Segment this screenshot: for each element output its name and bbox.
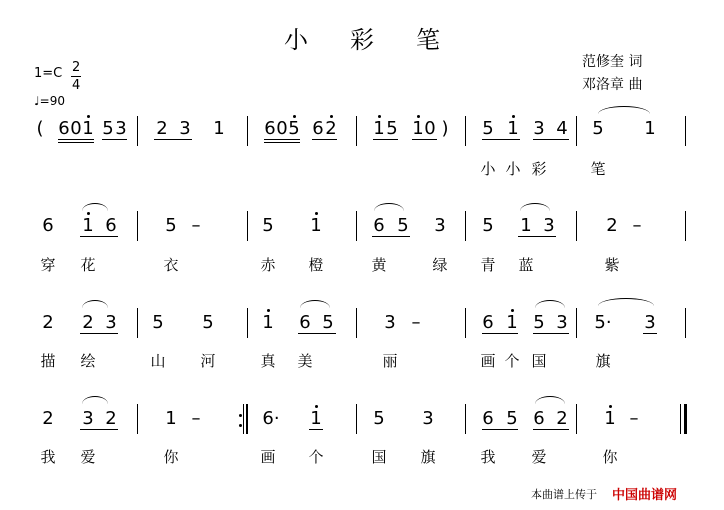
- high-dot: [609, 405, 612, 408]
- repeat-barline: [246, 404, 248, 434]
- note: ): [441, 118, 449, 139]
- tie-arc: [520, 203, 550, 211]
- lyric: 美: [297, 352, 313, 370]
- note: 0: [70, 118, 82, 139]
- underline: [533, 139, 569, 140]
- barline: [247, 308, 248, 338]
- lyric: 国: [371, 448, 387, 466]
- underline: [533, 333, 569, 334]
- barline: [356, 211, 357, 241]
- time-signature-top: 2: [72, 60, 81, 75]
- repeat-dot: [239, 424, 242, 427]
- note: 5: [482, 118, 494, 139]
- tie-arc: [82, 300, 108, 308]
- barline: [465, 116, 466, 146]
- note: 6: [58, 118, 70, 139]
- tie-arc: [535, 300, 565, 308]
- note: 3: [543, 215, 555, 236]
- barline: [685, 116, 686, 146]
- note: 3: [422, 408, 434, 429]
- note: 3: [82, 408, 94, 429]
- tie-arc: [598, 106, 650, 114]
- barline: [465, 308, 466, 338]
- high-dot: [315, 405, 318, 408]
- note: 1: [82, 215, 94, 236]
- note: 1: [165, 408, 177, 429]
- barline: [247, 116, 248, 146]
- note: 3: [644, 312, 656, 333]
- note: 5: [262, 215, 274, 236]
- note: 3: [533, 118, 545, 139]
- tie-arc: [374, 203, 404, 211]
- final-barline: [680, 404, 681, 434]
- underline: [482, 333, 518, 334]
- high-dot: [330, 115, 333, 118]
- high-dot: [378, 115, 381, 118]
- note: 5: [373, 408, 385, 429]
- barline: [685, 308, 686, 338]
- lyric: 你: [602, 448, 618, 466]
- note: 5: [482, 215, 494, 236]
- high-dot: [511, 309, 514, 312]
- tempo-mark: ♩=90: [34, 94, 65, 108]
- lyric: 山: [150, 352, 166, 370]
- lyric: 你: [163, 448, 179, 466]
- lyricist-credit: 范修奎 词: [582, 54, 643, 70]
- note: 5: [397, 215, 409, 236]
- lyric: 爱: [531, 448, 547, 466]
- lyric: 小: [480, 160, 496, 178]
- lyric: 旗: [420, 448, 436, 466]
- note: –: [191, 215, 201, 236]
- lyric: 河: [200, 352, 216, 370]
- time-signature-bottom: 4: [72, 78, 81, 93]
- high-dot: [315, 212, 318, 215]
- lyric: 穿: [40, 256, 56, 274]
- note: 2: [42, 408, 54, 429]
- note: 1: [213, 118, 225, 139]
- lyric: 描: [40, 352, 56, 370]
- note: 0: [276, 118, 288, 139]
- note: 2: [556, 408, 568, 429]
- lyric: 彩: [531, 160, 547, 178]
- lyric: 我: [40, 448, 56, 466]
- tie-arc: [82, 203, 108, 211]
- note: 5: [322, 312, 334, 333]
- barline: [576, 116, 577, 146]
- barline: [685, 211, 686, 241]
- barline: [137, 404, 138, 434]
- underline: [533, 429, 569, 430]
- barline: [247, 211, 248, 241]
- lyric: 画: [260, 448, 276, 466]
- underline: [412, 139, 437, 140]
- site-logo[interactable]: 中国曲谱网: [612, 488, 678, 503]
- underline: [80, 333, 118, 334]
- repeat-barline: [243, 404, 244, 434]
- song-title: 小彩笔: [284, 26, 482, 54]
- note: 1: [507, 118, 519, 139]
- note: 6: [533, 408, 545, 429]
- lyric: 真: [260, 352, 276, 370]
- note: 2: [606, 215, 618, 236]
- note: 1: [310, 215, 322, 236]
- underline: [102, 139, 127, 140]
- note: 6: [105, 215, 117, 236]
- note: 5: [288, 118, 300, 139]
- lyric: 衣: [163, 256, 179, 274]
- note: 3: [105, 312, 117, 333]
- note: 5·: [594, 312, 612, 333]
- note: 5: [533, 312, 545, 333]
- barline: [356, 308, 357, 338]
- upload-credit: 本曲谱上传于: [531, 488, 597, 501]
- high-dot: [417, 115, 420, 118]
- note: (: [36, 118, 44, 139]
- tie-arc: [598, 298, 654, 306]
- note: 5: [165, 215, 177, 236]
- note: 6: [42, 215, 54, 236]
- note: 6: [373, 215, 385, 236]
- lyric: 个: [308, 448, 324, 466]
- underline: [154, 139, 192, 140]
- note: 5: [102, 118, 114, 139]
- underline: [298, 333, 336, 334]
- lyric: 旗: [595, 352, 611, 370]
- underline: [643, 333, 657, 334]
- underline: [482, 139, 520, 140]
- lyric: 爱: [80, 448, 96, 466]
- underline: [372, 236, 410, 237]
- note: 3: [556, 312, 568, 333]
- note: 4: [556, 118, 568, 139]
- barline: [137, 211, 138, 241]
- underline: [58, 139, 94, 140]
- note: –: [629, 408, 639, 429]
- barline: [137, 308, 138, 338]
- lyric: 蓝: [518, 256, 534, 274]
- note: 5: [386, 118, 398, 139]
- lyric: 笔: [590, 160, 606, 178]
- lyric: 丽: [382, 352, 398, 370]
- lyric: 个: [504, 352, 520, 370]
- note: 1: [604, 408, 616, 429]
- high-dot: [87, 115, 90, 118]
- underline: [312, 139, 337, 140]
- note: 2: [82, 312, 94, 333]
- barline: [356, 116, 357, 146]
- note: 3: [384, 312, 396, 333]
- note: 3: [434, 215, 446, 236]
- note: 1: [262, 312, 274, 333]
- lyric: 橙: [308, 256, 324, 274]
- barline: [465, 211, 466, 241]
- underline: [80, 429, 118, 430]
- lyric: 我: [480, 448, 496, 466]
- note: 5: [506, 408, 518, 429]
- barline: [465, 404, 466, 434]
- barline: [576, 404, 577, 434]
- key-signature: 1=C: [34, 66, 63, 81]
- note: 5: [592, 118, 604, 139]
- underline: [373, 139, 398, 140]
- lyric: 紫: [604, 256, 620, 274]
- underline: [482, 429, 518, 430]
- tie-arc: [82, 396, 108, 404]
- note: 1: [412, 118, 424, 139]
- note: 2: [156, 118, 168, 139]
- barline: [576, 308, 577, 338]
- underline: [309, 429, 323, 430]
- note: 1: [82, 118, 94, 139]
- high-dot: [267, 309, 270, 312]
- lyric: 花: [80, 256, 96, 274]
- barline: [137, 116, 138, 146]
- note: –: [411, 312, 421, 333]
- note: 2: [42, 312, 54, 333]
- high-dot: [512, 115, 515, 118]
- note: 5: [152, 312, 164, 333]
- note: 2: [105, 408, 117, 429]
- note: 1: [506, 312, 518, 333]
- composer-credit: 邓洛章 曲: [582, 77, 643, 93]
- repeat-dot: [239, 414, 242, 417]
- note: 1: [310, 408, 322, 429]
- underline: [264, 139, 300, 140]
- lyric: 青: [480, 256, 496, 274]
- high-dot: [87, 212, 90, 215]
- note: 6: [312, 118, 324, 139]
- note: –: [191, 408, 201, 429]
- underline: [58, 142, 94, 143]
- high-dot: [293, 115, 296, 118]
- note: 3: [115, 118, 127, 139]
- note: 1: [373, 118, 385, 139]
- lyric: 黄: [371, 256, 387, 274]
- note: 6·: [262, 408, 280, 429]
- note: 5: [202, 312, 214, 333]
- lyric: 国: [531, 352, 547, 370]
- note: 1: [644, 118, 656, 139]
- underline: [80, 236, 118, 237]
- note: 2: [325, 118, 337, 139]
- time-signature-line: [71, 76, 81, 77]
- lyric: 赤: [260, 256, 276, 274]
- note: 6: [264, 118, 276, 139]
- tie-arc: [535, 396, 565, 404]
- underline: [264, 142, 300, 143]
- lyric: 小: [505, 160, 521, 178]
- note: 6: [482, 312, 494, 333]
- note: 3: [179, 118, 191, 139]
- barline: [576, 211, 577, 241]
- barline: [356, 404, 357, 434]
- note: 1: [520, 215, 532, 236]
- lyric: 绘: [80, 352, 96, 370]
- note: 6: [299, 312, 311, 333]
- note: 0: [424, 118, 436, 139]
- note: 6: [482, 408, 494, 429]
- final-barline: [684, 404, 687, 434]
- note: –: [632, 215, 642, 236]
- underline: [518, 236, 556, 237]
- tie-arc: [300, 300, 330, 308]
- lyric: 绿: [432, 256, 448, 274]
- lyric: 画: [480, 352, 496, 370]
